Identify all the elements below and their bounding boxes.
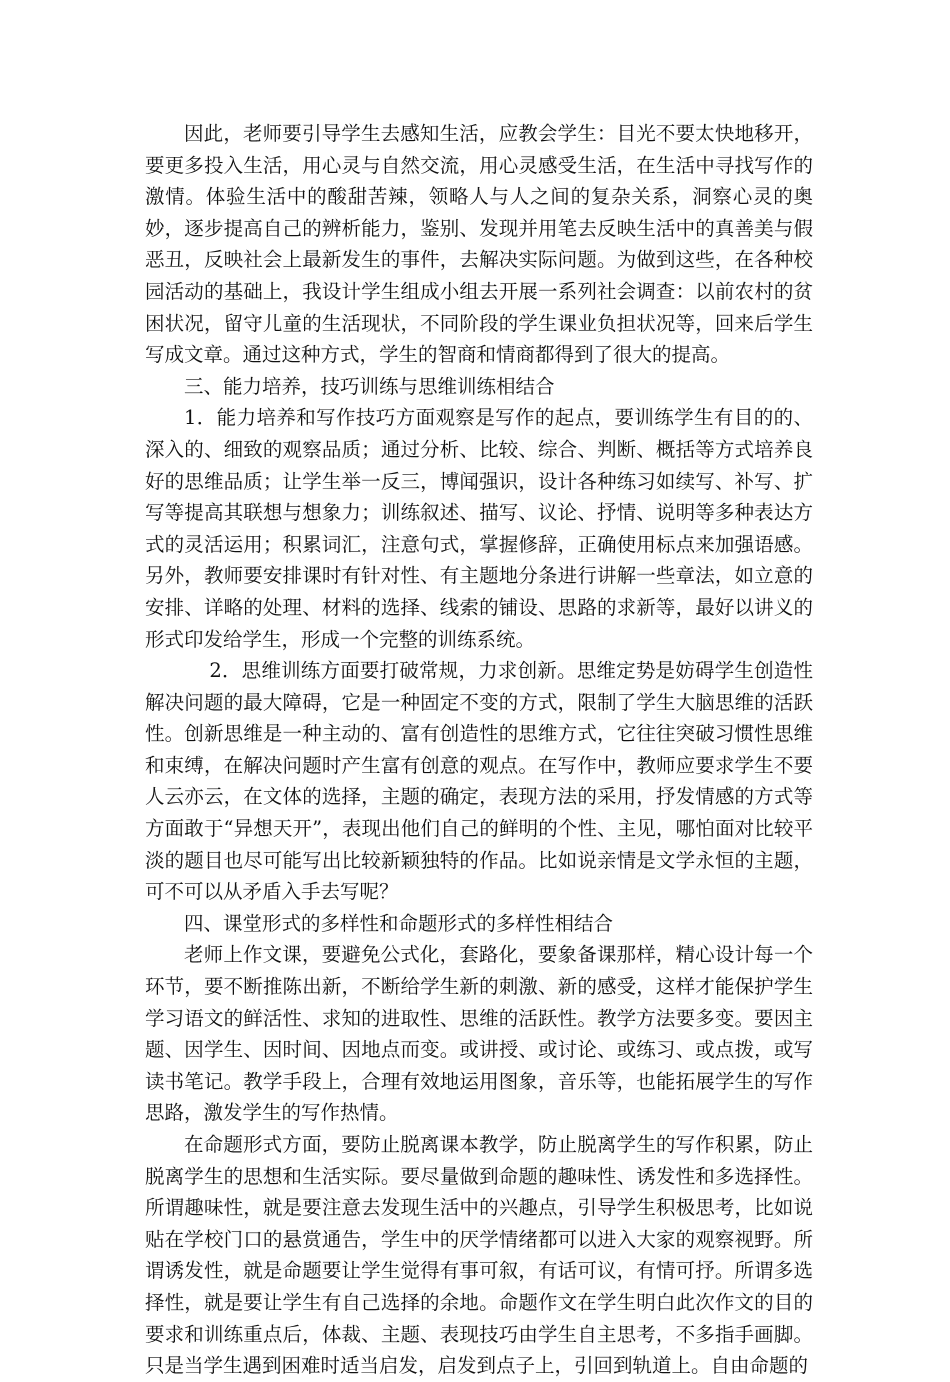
paragraph-ability-training: 1．能力培养和写作技巧方面观察是写作的起点，要训练学生有目的的、深入的、细致的观察品质；通过分析、比较、综合、判断、概括等方式培养良好的思维品质；让学生举一反三，博闻强识，设计各种练习如续写、补写、扩写等提高其联想与想象力；训练叙述、描写、议论、抒情、说明等多种表达方式的灵活运用；积累词汇，注意句式，掌握修辞，正确使用标点来加强语感。另外，教师要安排课时有针对性、有主题地分条进行讲解一些章法，如立意的安排、详略的处理、材料的选择、线索的铺设、思路的求新等，最好以讲义的形式印发给学生，形成一个完整的训练系统。 — [145, 406, 813, 651]
paragraph-topic-form: 在命题形式方面，要防止脱离课本教学，防止脱离学生的写作积累，防止脱离学生的思想和生活实际。要尽量做到命题的趣味性、诱发性和多选择性。所谓趣味性，就是要注意去发现生活中的兴趣点，引导学生积极思考，比如说贴在学校门口的悬赏通告，学生中的厌学情绪都可以进入大家的观察视野。所谓诱发性，就是命题要让学生觉得有事可叙，有话可议，有情可抒。所谓多选择性，就是要让学生有自己选择的余地。命题作文在学生明白此次作文的目的要求和训练重点后，体裁、主题、表现技巧由学生自主思考，不多指手画脚。只是当学生遇到困难时适当启发，启发到点子上，引回到轨道上。自由命题的 — [145, 1133, 813, 1378]
section-heading-four: 四、课堂形式的多样性和命题形式的多样性相结合 — [184, 911, 614, 935]
paragraph-perceive-life: 因此，老师要引导学生去感知生活，应教会学生：目光不要太快地移开，要更多投入生活，用心灵与自然交流，用心灵感受生活，在生活中寻找写作的激情。体验生活中的酸甜苦辣，领略人与人之间的复杂关系，洞察心灵的奥妙，逐步提高自己的辨析能力，鉴别、发现并用笔去反映生活中的真善美与假恶丑，反映社会上最新发生的事件，去解决实际问题。为做到这些，在各种校园活动的基础上，我设计学生组成小组去开展一系列社会调查：以前农村的贫困状况，留守儿童的生活现状，不同阶段的学生课业负担状况等，回来后学生写成文章。通过这种方式，学生的智商和情商都得到了很大的提高。 — [145, 122, 813, 367]
document-page — [145, 118, 813, 1382]
paragraph-classroom-form: 老师上作文课，要避免公式化，套路化，要象备课那样，精心设计每一个环节，要不断推陈出新，不断给学生新的刺激、新的感受，这样才能保护学生学习语文的鲜活性、求知的进取性、思维的活跃性。教学方法要多变。要因主题、因学生、因时间、因地点而变。或讲授、或讨论、或练习、或点拨，或写读书笔记。教学手段上，合理有效地运用图象，音乐等，也能拓展学生的写作思路，激发学生的写作热情。 — [145, 943, 813, 1125]
paragraph-thinking-training: 2．思维训练方面要打破常规，力求创新。思维定势是妨碍学生创造性解决问题的最大障碍，它是一种固定不变的方式，限制了学生大脑思维的活跃性。创新思维是一种主动的、富有创造性的思维方式，它往往突破习惯性思维和束缚，在解决问题时产生富有创意的观点。在写作中，教师应要求学生不要人云亦云，在文体的选择，主题的确定，表现方法的采用，抒发情感的方式等方面敢于“异想天开”，表现出他们自己的鲜明的个性、主见，哪怕面对比较平淡的题目也尽可能写出比较新颖独特的作品。比如说亲情是文学永恒的主题，可不可以从矛盾入手去写呢？ — [145, 659, 813, 904]
section-heading-three: 三、能力培养，技巧训练与思维训练相结合 — [184, 374, 555, 398]
